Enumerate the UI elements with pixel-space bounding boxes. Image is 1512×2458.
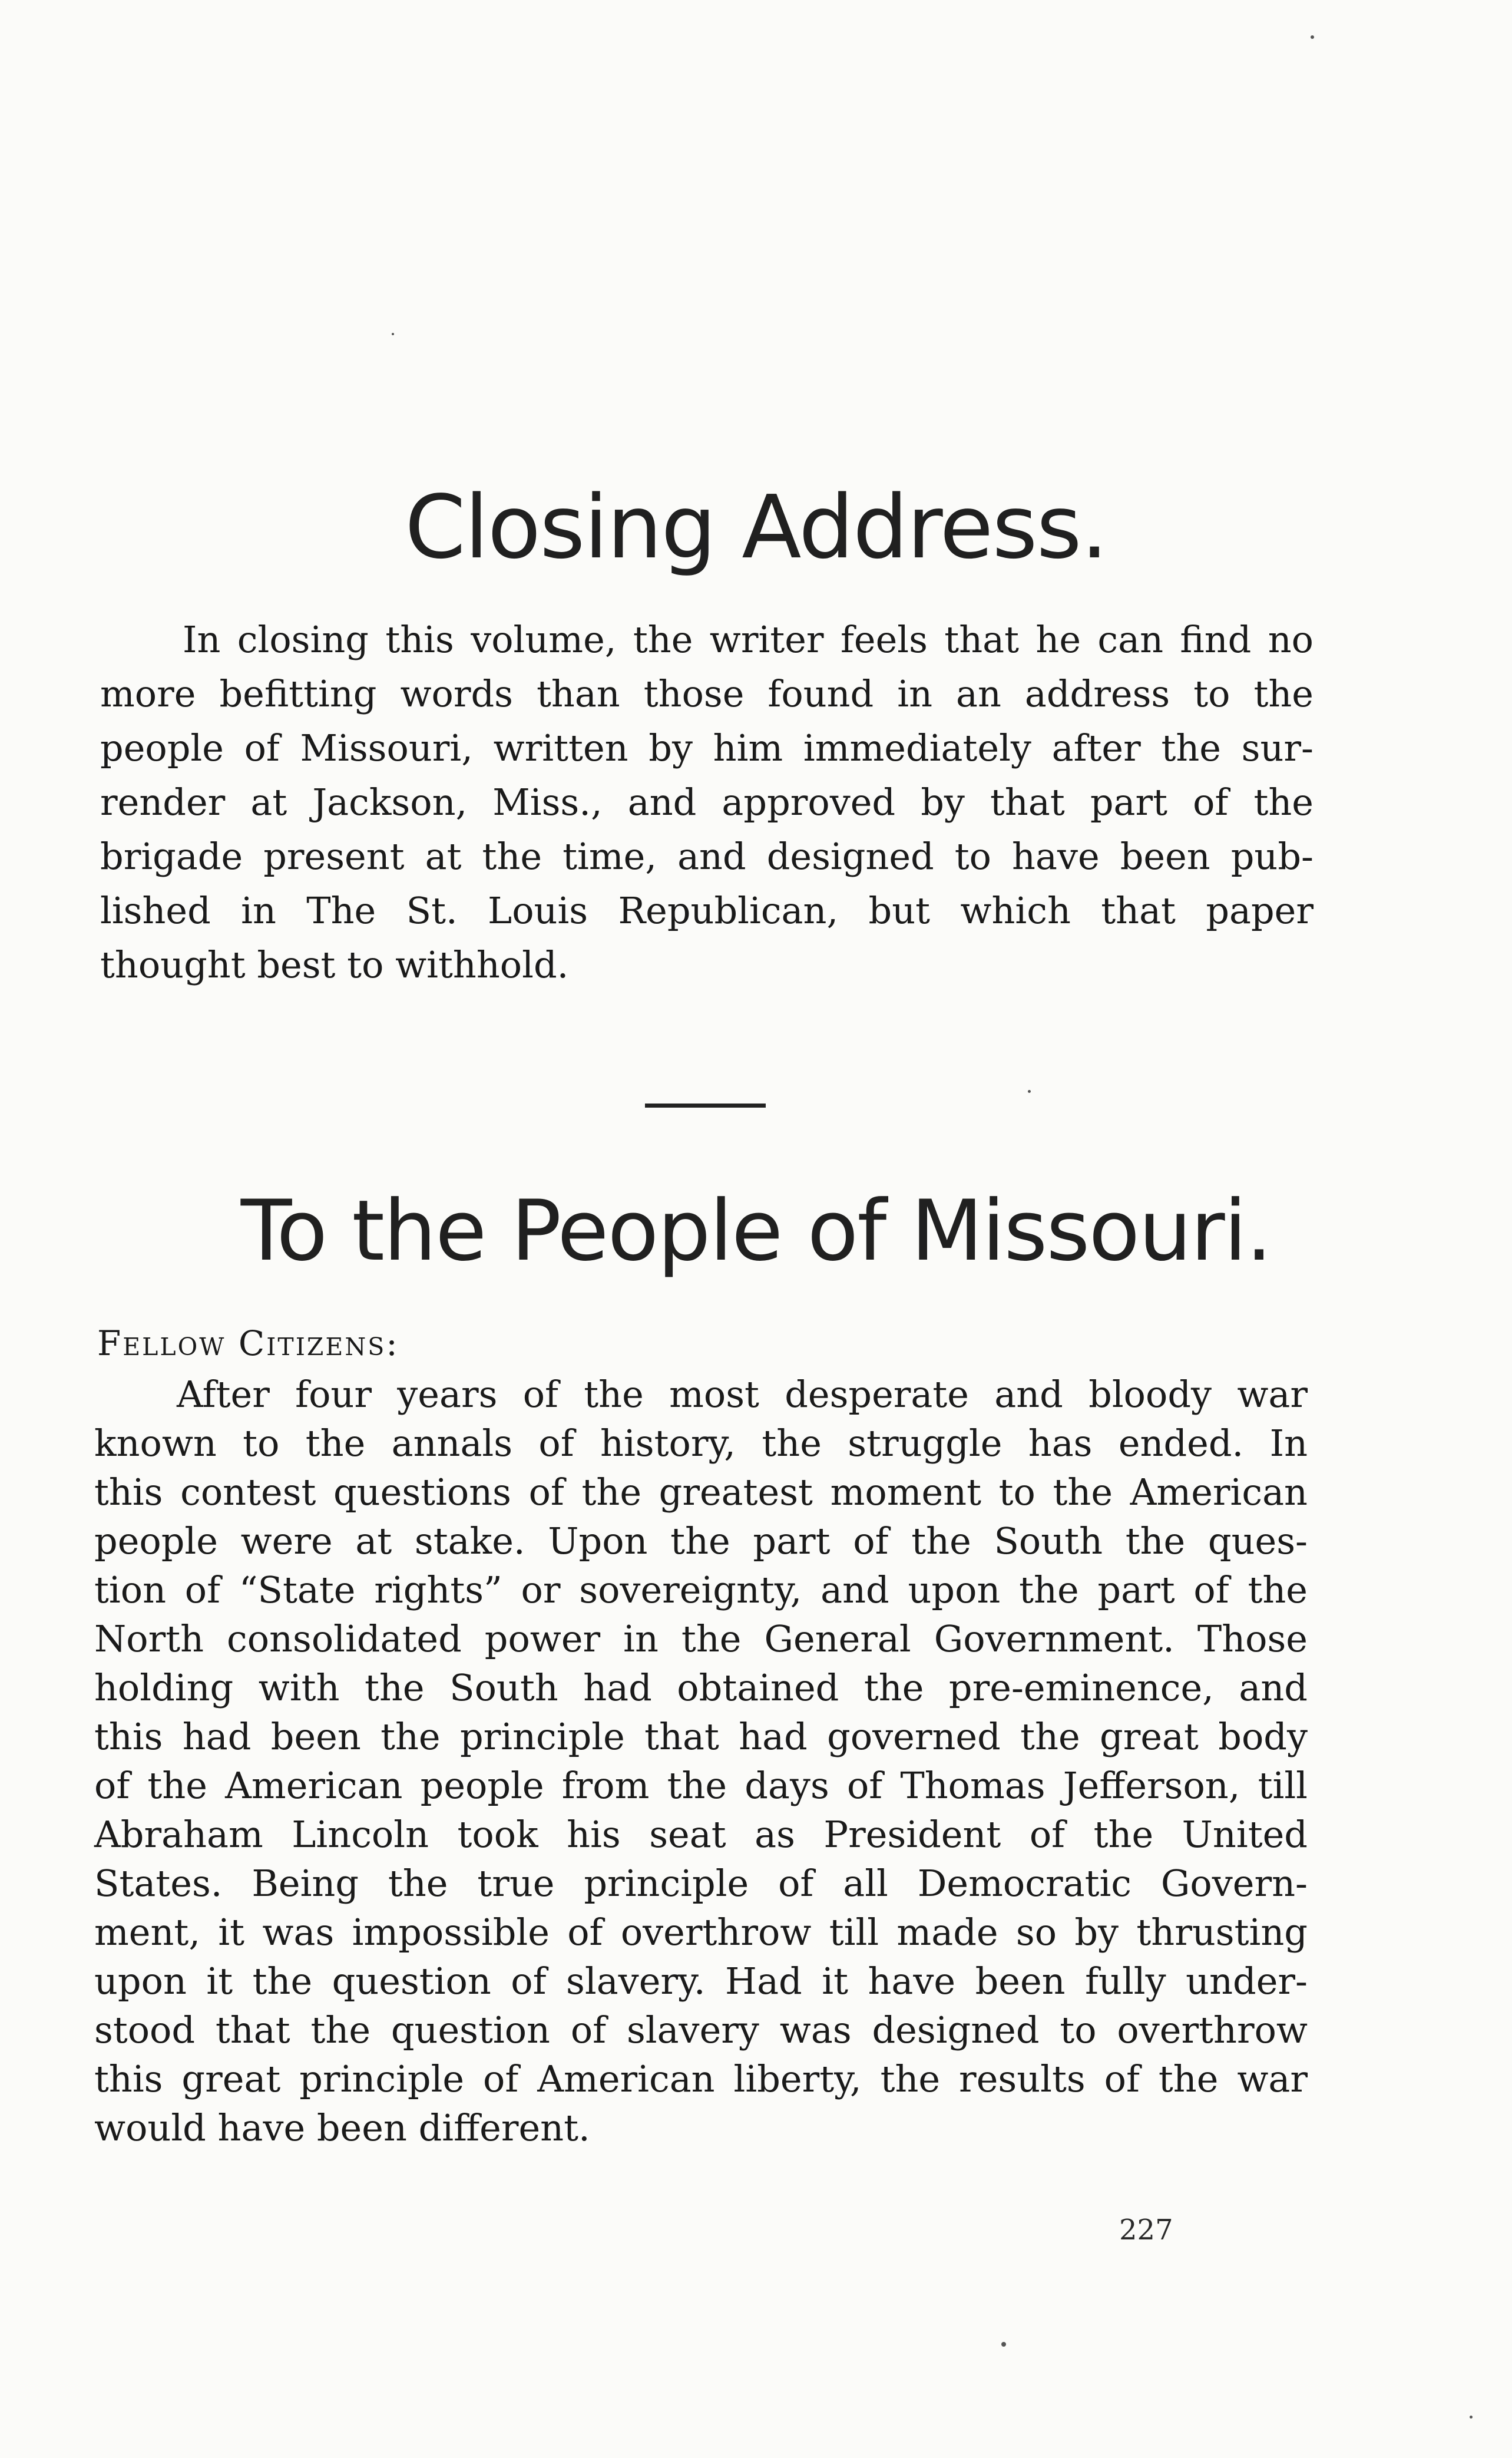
- text-line: of the American people from the days of Thomas Jefferson, till: [94, 1764, 1308, 1807]
- page-number: 227: [1119, 2213, 1173, 2246]
- text-line: lished in The St. Louis Republican, but which that paper: [100, 889, 1314, 932]
- text-line: thought best to withhold.: [100, 943, 569, 986]
- address-title: To the People of Missouri.: [240, 1182, 1272, 1280]
- print-speck: [1311, 35, 1314, 39]
- text-line: render at Jackson, Miss., and approved by that part of the: [100, 781, 1314, 824]
- text-line: tion of “State rights” or sovereignty, and upon the part of the: [94, 1568, 1308, 1611]
- print-speck: [1001, 2342, 1006, 2347]
- text-line: In closing this volume, the writer feels that he can find no: [183, 618, 1314, 661]
- text-line: this great principle of American liberty, the results of the war: [94, 2057, 1308, 2100]
- closing-address-title: Closing Address.: [405, 477, 1107, 578]
- print-speck: [392, 333, 394, 335]
- section-divider: [645, 1104, 766, 1108]
- salutation: Fellow Citizens:: [97, 1323, 399, 1363]
- text-line: holding with the South had obtained the pre-eminence, and: [94, 1666, 1308, 1709]
- text-line: North consolidated power in the General Government. Those: [94, 1617, 1308, 1660]
- text-line: people were at stake. Upon the part of the South the ques-: [94, 1519, 1308, 1562]
- text-line: this had been the principle that had governed the great body: [94, 1715, 1308, 1758]
- text-line: more befitting words than those found in an address to the: [100, 672, 1314, 715]
- text-line: this contest questions of the greatest moment to the American: [94, 1471, 1308, 1514]
- text-line: States. Being the true principle of all Democratic Govern-: [94, 1862, 1308, 1905]
- text-line: would have been different.: [94, 2106, 590, 2149]
- print-speck: [1470, 2416, 1473, 2419]
- text-line: known to the annals of history, the struggle has ended. In: [94, 1422, 1308, 1465]
- text-line: stood that the question of slavery was designed to overthrow: [94, 2008, 1308, 2051]
- text-line: people of Missouri, written by him immediately after the sur-: [100, 726, 1314, 769]
- text-line: ment, it was impossible of overthrow till made so by thrusting: [94, 1911, 1308, 1954]
- text-line: Abraham Lincoln took his seat as President of the United: [94, 1813, 1308, 1856]
- print-speck: [1028, 1090, 1031, 1093]
- letter-body: [94, 1370, 1308, 2152]
- intro-paragraph: [100, 613, 1314, 992]
- text-line: After four years of the most desperate and bloody war: [177, 1373, 1308, 1416]
- text-line: upon it the question of slavery. Had it have been fully under-: [94, 1960, 1308, 2003]
- text-line: brigade present at the time, and designed to have been pub-: [100, 835, 1314, 878]
